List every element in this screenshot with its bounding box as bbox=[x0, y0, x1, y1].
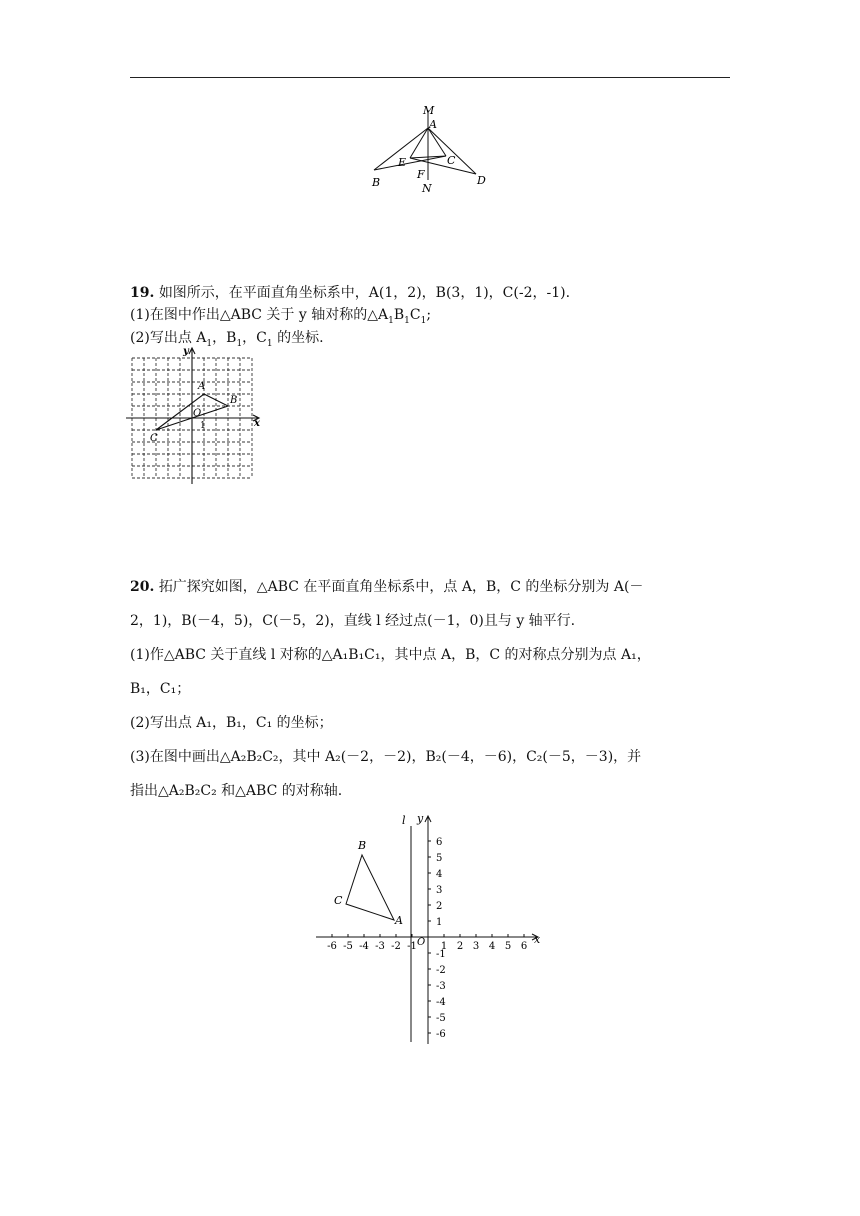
q20-line6: (3)在图中画出△A₂B₂C₂，其中 A₂(－2，－2)，B₂(－4，－6)，C₂(－5，－3)，并 bbox=[130, 749, 642, 765]
q19-part1 bbox=[130, 305, 431, 331]
q19-part2-end: 的坐标. bbox=[272, 330, 324, 346]
figure-18 bbox=[360, 100, 510, 200]
q19-part2-text-c: ，C bbox=[242, 330, 267, 346]
figure-20-plane bbox=[312, 812, 544, 1048]
q19-part2-sub: 1 bbox=[206, 338, 213, 349]
fig20-ytick-label: -3 bbox=[436, 981, 446, 992]
fig20-xtick-label: -4 bbox=[359, 941, 369, 952]
q19-part1-text-b: B bbox=[393, 307, 405, 323]
fig20-xtick-label: 3 bbox=[472, 941, 480, 952]
fig18-label-M: M bbox=[423, 104, 435, 117]
q19-part1-sub: 1 bbox=[420, 315, 427, 326]
q20-line2: 2，1)，B(－4，5)，C(－5，2)，直线 l 经过点(－1，0)且与 y 轴平行. bbox=[130, 613, 576, 629]
fig20-ytick-label: -6 bbox=[436, 1029, 446, 1040]
q20-number: 20. bbox=[130, 579, 155, 595]
fig20-label-O: O bbox=[417, 937, 426, 948]
q19-number: 19. bbox=[130, 285, 155, 301]
fig18-label-F: F bbox=[417, 168, 425, 181]
fig20-label-A: A bbox=[395, 914, 403, 927]
fig20-label-B: B bbox=[358, 839, 367, 852]
fig18-label-N: N bbox=[422, 182, 432, 195]
q19-part1-text: (1)在图中作出△ABC 关于 y 轴对称的△A bbox=[130, 307, 389, 323]
fig20-label-y: y bbox=[417, 812, 424, 825]
fig19-label-one: 1 bbox=[200, 421, 206, 431]
q19-part1-sub: 1 bbox=[404, 315, 410, 326]
q19-part1-end: ; bbox=[426, 307, 432, 323]
fig19-label-y: y bbox=[183, 346, 189, 357]
fig19-label-B: B bbox=[230, 395, 238, 406]
fig18-label-E: E bbox=[398, 156, 407, 169]
fig19-label-A: A bbox=[198, 381, 206, 392]
figure-19-grid bbox=[126, 346, 266, 486]
fig20-xtick-label: 5 bbox=[504, 941, 512, 952]
q19-stem-text: 如图所示，在平面直角坐标系中，A(1，2)，B(3，1)，C(-2，-1). bbox=[158, 285, 571, 301]
fig18-label-B: B bbox=[372, 176, 381, 189]
q20-line1 bbox=[130, 570, 730, 604]
fig20-ytick-label: -2 bbox=[436, 965, 446, 976]
q19-stem bbox=[130, 283, 570, 303]
fig20-xtick-label: -3 bbox=[375, 941, 385, 952]
q19-part2-text: (2)写出点 A bbox=[130, 330, 207, 346]
q20-line7: 指出△A₂B₂C₂ 和△ABC 的对称轴. bbox=[130, 783, 343, 799]
fig20-ytick-label: 5 bbox=[436, 853, 443, 864]
fig20-label-C: C bbox=[334, 894, 343, 907]
fig18-label-D: D bbox=[477, 174, 486, 187]
fig19-label-O: O bbox=[193, 408, 202, 419]
fig20-xtick-label: 2 bbox=[456, 941, 464, 952]
header-rule bbox=[130, 77, 730, 78]
fig20-xtick-label: 6 bbox=[520, 941, 528, 952]
fig19-label-x: x bbox=[254, 418, 260, 429]
fig20-xtick-label: -1 bbox=[407, 941, 417, 952]
fig20-ticks bbox=[327, 837, 527, 1040]
fig20-label-x: x bbox=[534, 933, 541, 946]
fig20-label-l: l bbox=[402, 814, 406, 827]
fig18-label-C: C bbox=[447, 154, 456, 167]
fig20-xtick-label: -2 bbox=[391, 941, 401, 952]
q20-line3: (1)作△ABC 关于直线 l 对称的△A₁B₁C₁，其中点 A，B，C 的对称点分别为点 A₁， bbox=[130, 647, 651, 663]
q20-line1-text: 拓广探究如图，△ABC 在平面直角坐标系中，点 A，B，C 的坐标分别为 A(－ bbox=[158, 579, 644, 595]
fig20-xtick-label: -5 bbox=[343, 941, 353, 952]
q19-part1-sub: 1 bbox=[388, 315, 394, 326]
q20-text bbox=[130, 570, 730, 808]
q19-part1-text-c: C bbox=[409, 307, 421, 323]
fig20-ytick-label: 3 bbox=[436, 885, 443, 896]
fig20-ytick-label: -4 bbox=[436, 997, 446, 1008]
fig20-ytick-label: -1 bbox=[436, 949, 446, 960]
fig20-xtick-label: -6 bbox=[327, 941, 337, 952]
q19-part2-sub: 1 bbox=[236, 338, 243, 349]
fig20-ytick-label: 6 bbox=[436, 837, 443, 848]
fig20-xtick-label: 1 bbox=[440, 941, 448, 952]
fig20-ytick-label: -5 bbox=[436, 1013, 446, 1024]
q19-part2-text-b: ，B bbox=[212, 330, 237, 346]
fig20-xtick-label: 4 bbox=[488, 941, 496, 952]
q20-line4: B₁，C₁； bbox=[130, 681, 191, 697]
q20-line5: (2)写出点 A₁，B₁，C₁ 的坐标； bbox=[130, 715, 333, 731]
fig20-ytick-label: 2 bbox=[436, 901, 443, 912]
q19-part2-sub: 1 bbox=[266, 338, 273, 349]
fig19-label-C: C bbox=[150, 433, 158, 444]
fig20-ytick-label: 4 bbox=[436, 869, 443, 880]
fig20-ytick-label: 1 bbox=[436, 917, 443, 928]
fig18-label-A: A bbox=[429, 118, 437, 131]
